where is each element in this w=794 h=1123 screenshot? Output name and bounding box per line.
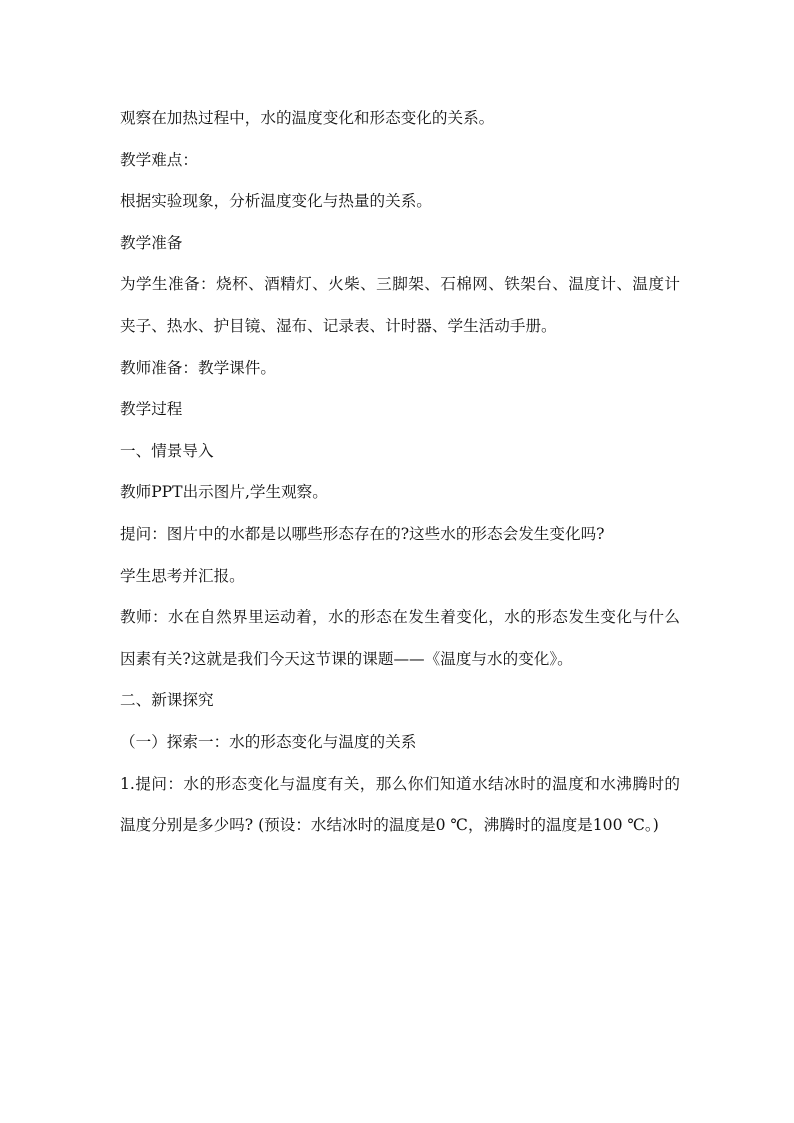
paragraph: 教师PPT出示图片,学生观察。 — [120, 483, 328, 502]
document-body — [120, 98, 680, 847]
paragraph-teacher-materials: 教师准备：教学课件。 — [120, 358, 276, 377]
paragraph: 观察在加热过程中，水的温度变化和形态变化的关系。 — [120, 109, 495, 127]
paragraph-question: 提问：图片中的水都是以哪些形态存在的?这些水的形态会发生变化吗? — [120, 524, 605, 543]
heading-teaching-process: 教学过程 — [120, 400, 183, 419]
paragraph: 学生思考并汇报。 — [120, 566, 245, 585]
section-heading-new-lesson: 二、新课探究 — [120, 691, 214, 710]
paragraph-question-temperatures: 1.提问：水的形态变化与温度有关，那么你们知道水结冰时的温度和水沸腾时的温度分别是多少吗? (预设：水结冰时的温度是0 ℃，沸腾时的温度是100 ℃。) — [120, 774, 680, 835]
subsection-heading-exploration-one: （一）探索一：水的形态变化与温度的关系 — [120, 732, 417, 751]
section-heading-introduction: 一、情景导入 — [120, 441, 214, 460]
paragraph-student-materials: 为学生准备：烧杯、酒精灯、火柴、三脚架、石棉网、铁架台、温度计、温度计夹子、热水、护目镜、湿布、记录表、计时器、学生活动手册。 — [120, 275, 680, 335]
heading-teaching-difficulty: 教学难点： — [120, 150, 198, 169]
paragraph-teacher-remark: 教师：水在自然界里运动着，水的形态在发生着变化，水的形态发生变化与什么因素有关?这就是我们今天这节课的课题——《温度与水的变化》。 — [120, 608, 680, 668]
heading-teaching-preparation: 教学准备 — [120, 233, 183, 252]
paragraph: 根据实验现象，分析温度变化与热量的关系。 — [120, 192, 432, 211]
